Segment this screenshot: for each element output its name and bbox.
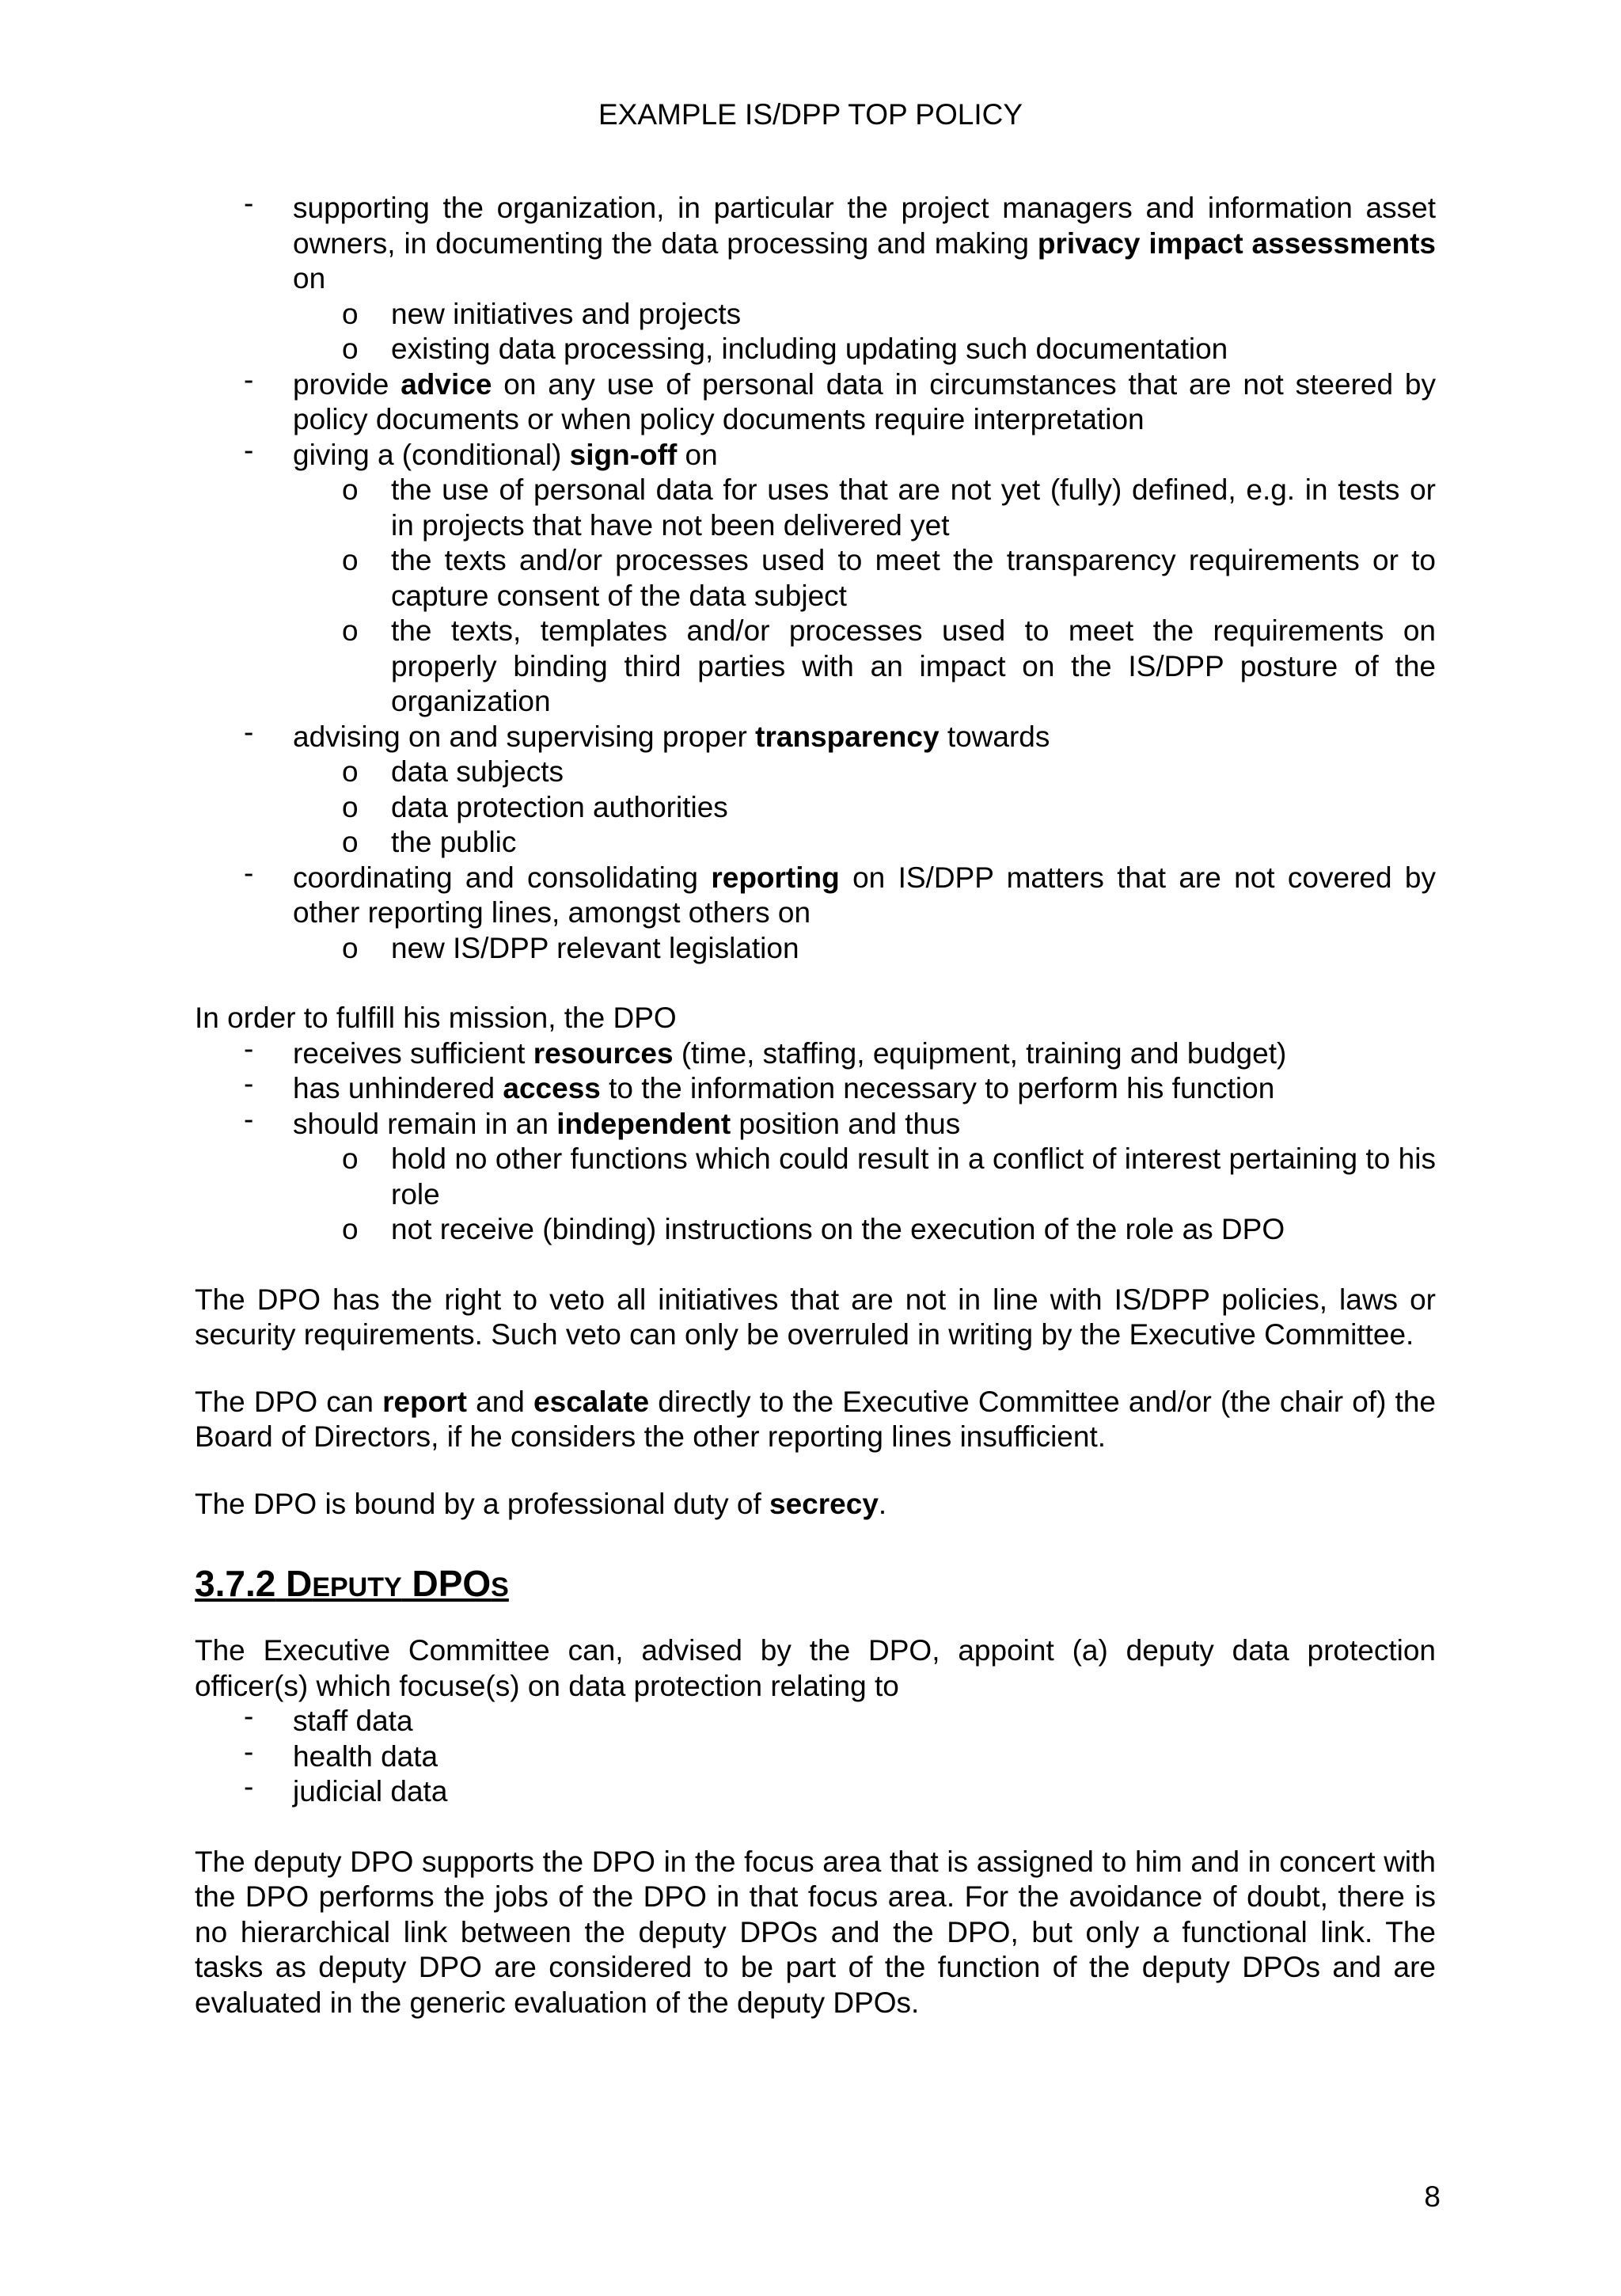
veto-paragraph: The DPO has the right to veto all initiatives that are not in line with IS/DPP policies, laws or security requirements. Such veto can only be overruled in writing by the Executive Committee. [195, 1283, 1436, 1351]
deputy-focus-list [195, 1704, 1436, 1810]
page-content [195, 191, 1436, 2020]
list-item: - giving a (conditional) sign-off on o the use of personal data for uses that are not yet (fully) defined, e.g. in tests or in projects that have not been delivered yet o the texts and/or processes used to meet the transparency requirements or to capture consent of the data subject o the texts, templates and/or processes used to meet the requirements on properly binding third parties with an impact on the IS/DPP posture of the organization [195, 438, 1436, 720]
list-item: o the use of personal data for uses that are not yet (fully) defined, e.g. in tests or in projects that have not been delivered yet [195, 473, 1436, 543]
list-item: - advising on and supervising proper transparency towards o data subjects o data protection authorities o the public [195, 720, 1436, 861]
dpo-tasks-list [195, 191, 1436, 966]
sub-list [293, 931, 1436, 967]
list-item: o hold no other functions which could result in a conflict of interest pertaining to his role [195, 1142, 1436, 1212]
list-item: o existing data processing, including updating such documentation [195, 332, 1436, 367]
list-item: - provide advice on any use of personal data in circumstances that are not steered by policy documents or when policy documents require interpretation [195, 367, 1436, 438]
list-item: o new IS/DPP relevant legislation [195, 931, 1436, 967]
sub-list [293, 755, 1436, 861]
sub-list [293, 473, 1436, 720]
list-item: o the texts and/or processes used to meet the transparency requirements or to capture consent of the data subject [195, 543, 1436, 614]
sub-list [293, 297, 1436, 367]
list-item: o not receive (binding) instructions on the execution of the role as DPO [195, 1212, 1436, 1248]
list-item: - judicial data [195, 1774, 1436, 1810]
mission-list [195, 1036, 1436, 1248]
list-item: o new initiatives and projects [195, 297, 1436, 333]
list-item: - staff data [195, 1704, 1436, 1739]
list-item: - receives sufficient resources (time, staffing, equipment, training and budget) [195, 1036, 1436, 1072]
deputy-closing: The deputy DPO supports the DPO in the focus area that is assigned to him and in concert with the DPO performs the jobs of the DPO in that focus area. For the avoidance of doubt, there is no hierarchical link between the deputy DPOs and the DPO, but only a functional link. The tasks as deputy DPO are considered to be part of the function of the deputy DPOs and are evaluated in the generic evaluation of the deputy DPOs. [195, 1845, 1436, 2019]
list-item: - coordinating and consolidating reporting on IS/DPP matters that are not covered by other reporting lines, amongst others on o new IS/DPP relevant legislation [195, 861, 1436, 967]
list-item: - should remain in an independent position and thus o hold no other functions which could result in a conflict of interest pertaining to his role o not receive (binding) instructions on the execution of the role as DPO [195, 1107, 1436, 1248]
page-header: EXAMPLE IS/DPP TOP POLICY [598, 98, 1023, 131]
list-item: - has unhindered access to the information necessary to perform his function [195, 1071, 1436, 1107]
list-item: - health data [195, 1739, 1436, 1775]
sub-list [293, 1142, 1436, 1248]
list-item: o the public [195, 825, 1436, 861]
list-item: o data subjects [195, 755, 1436, 790]
page-number: 8 [1424, 2180, 1441, 2213]
list-item: o the texts, templates and/or processes used to meet the requirements on properly binding third parties with an impact on the IS/DPP posture of the organization [195, 614, 1436, 720]
secrecy-paragraph: The DPO is bound by a professional duty of secrecy. [195, 1487, 887, 1520]
mission-intro: In order to fulfill his mission, the DPO [195, 1002, 677, 1034]
list-item: - supporting the organization, in particular the project managers and information asset owners, in documenting the data processing and making privacy impact assessments on o new initiatives and projects o existing data processing, including updating such documentation [195, 191, 1436, 367]
section-heading: 3.7.2 DEPUTY DPOS [195, 1563, 509, 1604]
report-paragraph: The DPO can report and escalate directly to the Executive Committee and/or (the chair of) the Board of Directors, if he considers the other reporting lines insufficient. [195, 1385, 1436, 1453]
deputy-intro: The Executive Committee can, advised by the DPO, appoint (a) deputy data protection officer(s) which focuse(s) on data protection relating to [195, 1634, 1436, 1702]
list-item: o data protection authorities [195, 790, 1436, 826]
